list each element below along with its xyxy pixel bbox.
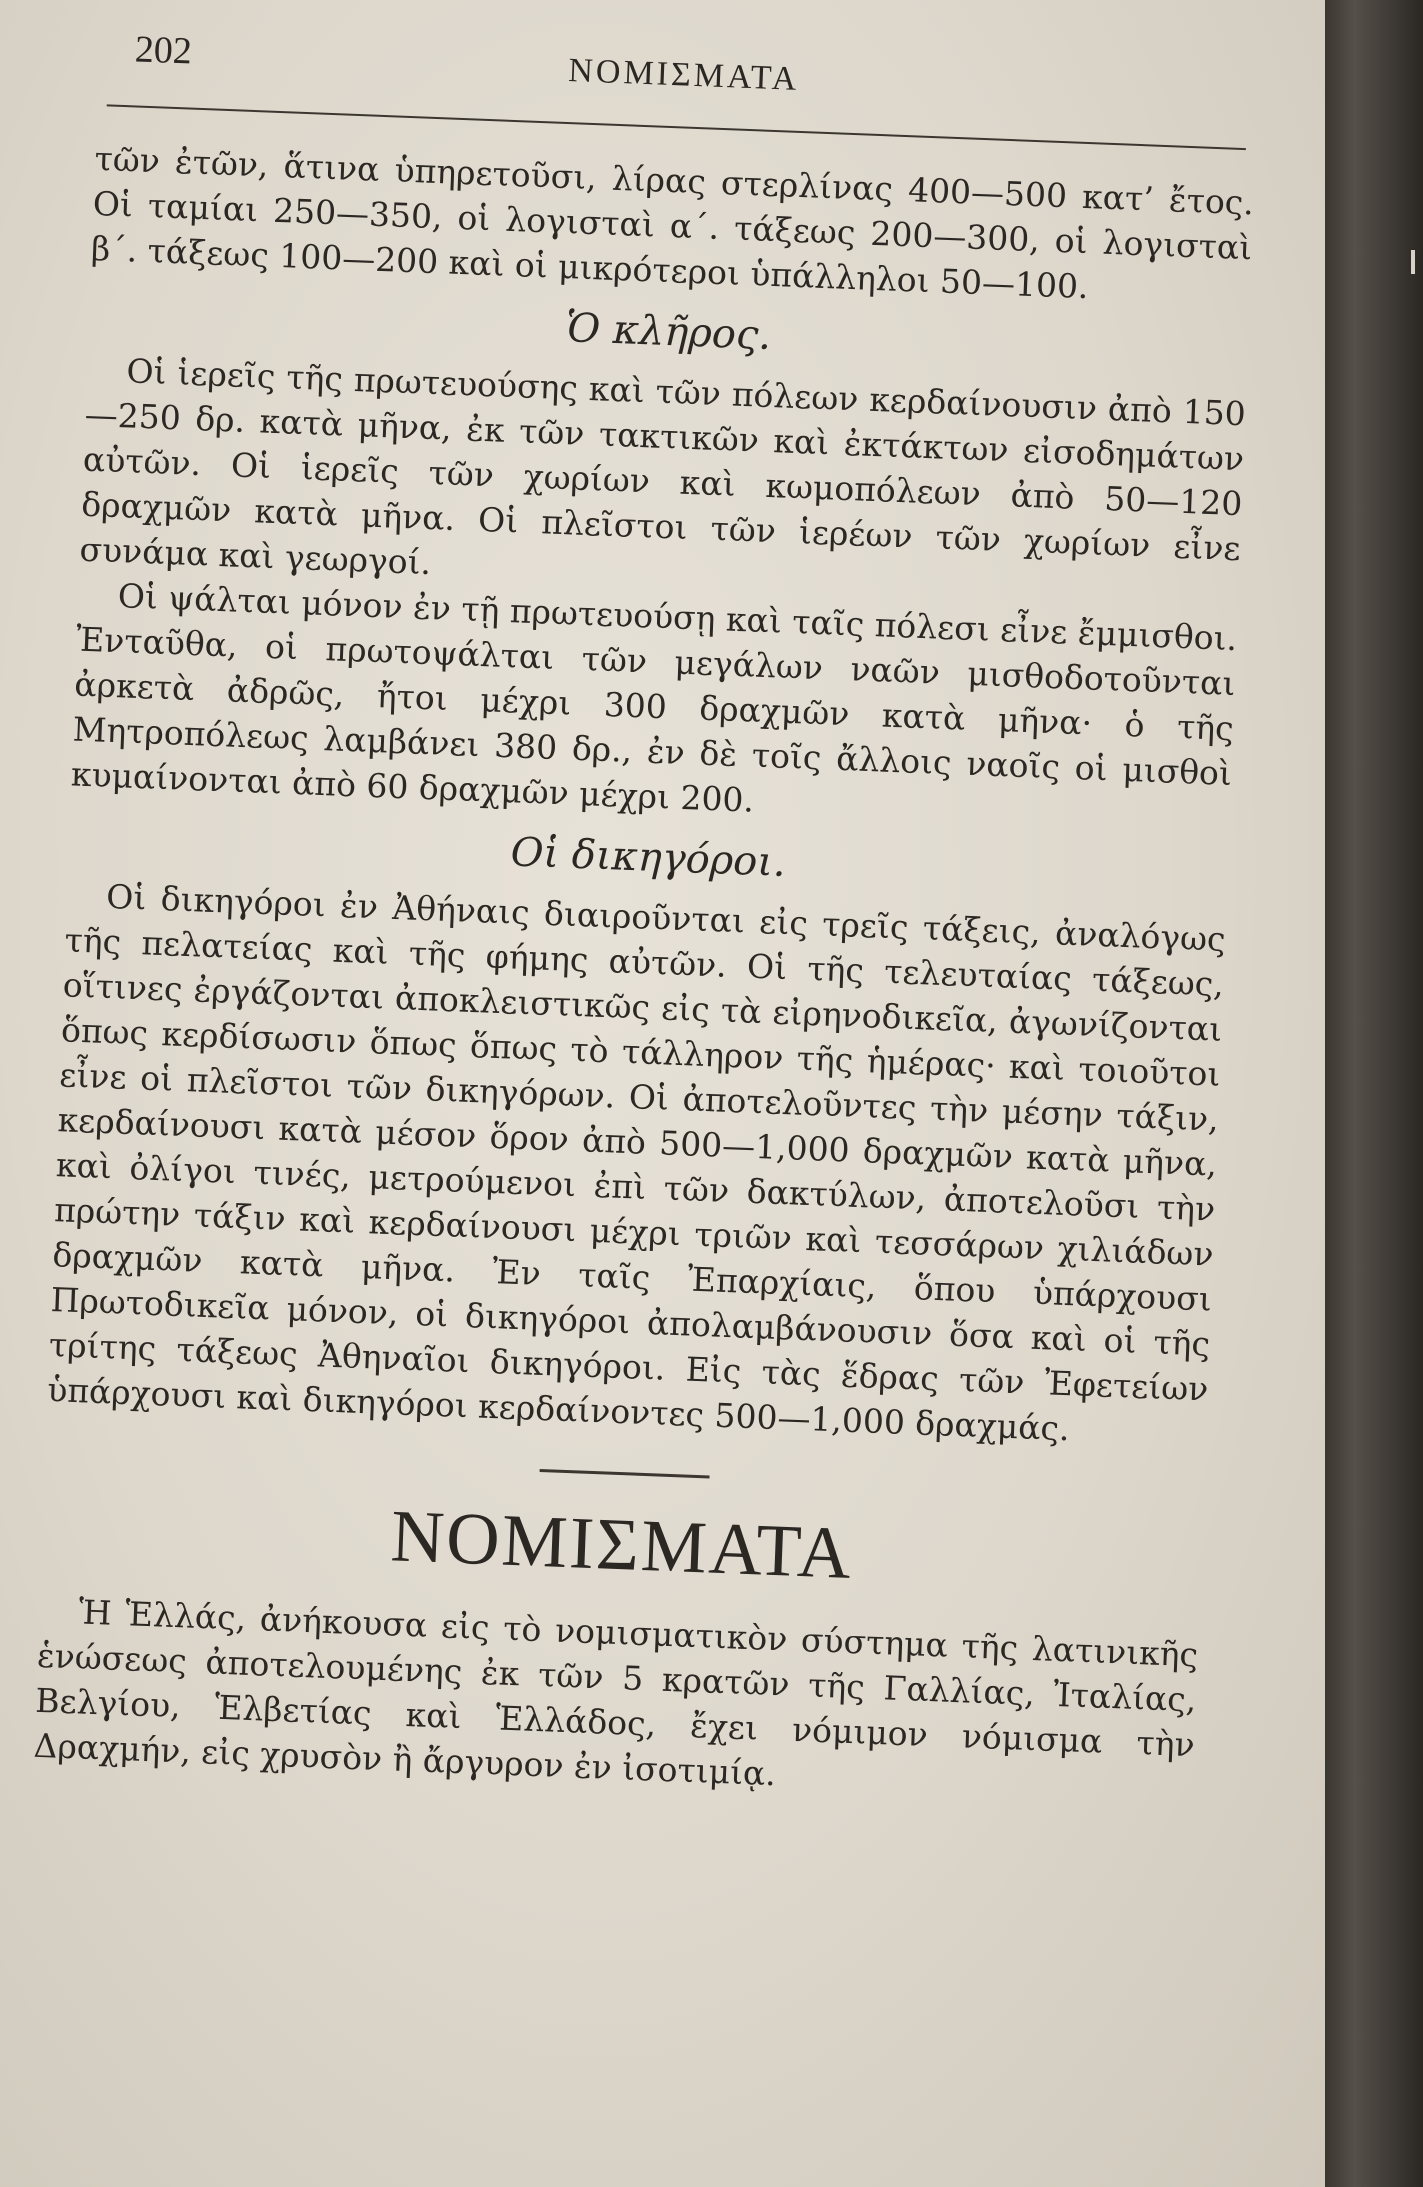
page-text-block	[32, 20, 1260, 1794]
page-header	[97, 20, 1259, 136]
page-body	[33, 136, 1255, 1812]
paragraph: Οἱ ψάλται μόνον ἐν τῇ πρωτευούσῃ καὶ ταῖς πόλεσι εἶνε ἔμμισθοι. Ἐνταῦθα, οἱ πρωτοψάλται τῶν μεγάλων ναῶν μισθοδοτοῦνται ἀρκετὰ ἀδρῶς, ἤτοι μέχρι 300 δραχμῶν κατὰ μῆνα· ὁ τῆς Μητροπόλεως λαμβάνει 380 δρ., ἐν δὲ τοῖς ἄλλοις ναοῖς οἱ μισθοὶ κυμαίνονται ἀπὸ 60 δραχμῶν μέχρι 200.	[70, 576, 1238, 820]
paragraph: Οἱ ἱερεῖς τῆς πρωτευούσης καὶ τῶν πόλεων κερδαίνουσιν ἀπὸ 150—250 δρ. κατὰ μῆνα, ἐκ τῶν τακτικῶν καὶ ἐκτάκτων εἰσοδημάτων αὐτῶν. Οἱ ἱερεῖς τῶν χωρίων καὶ κωμοπόλεων ἀπὸ 50—120 δραχμῶν κατὰ μῆνα. Οἱ πλεῖστοι τῶν ἱερέων τῶν χωρίων εἶνε συνάμα καὶ γεωργοί.	[78, 351, 1247, 583]
section-divider	[540, 1469, 710, 1479]
page-edge-shadow	[1325, 0, 1423, 2187]
page-number: 202	[134, 28, 193, 73]
chapter-heading: ΝΟΜΙΣΜΑΤΑ	[389, 1495, 855, 1595]
running-head: ΝΟΜΙΣΜΑΤΑ	[567, 52, 801, 98]
paragraph: Οἱ δικηγόροι ἐν Ἀθήναις διαιροῦνται εἰς τρεῖς τάξεις, ἀναλόγως τῆς πελατείας καὶ τῆς φήμης αὐτῶν. Οἱ τῆς τελευταίας τάξεως, οἵτινες ἐργάζονται ἀποκλειστικῶς εἰς τὰ εἰρηνοδικεῖα, ἀγωνίζονται ὅπως κερδίσωσιν ὅπως ὅπως τὸ τάλληρον τῆς ἡμέρας· καὶ τοιοῦτοι εἶνε οἱ πλεῖστοι τῶν δικηγόρων. Οἱ ἀποτελοῦντες τὴν μέσην τάξιν, κερδαίνουσι κατὰ μέσον ὅρον ἀπὸ 500—1,000 δραχμῶν κατὰ μῆνα, καὶ ὀλίγοι τινές, μετρούμενοι ἐπὶ τῶν δακτύλων, ἀποτελοῦσι τὴν πρώτην τάξιν καὶ κερδαίνουσι μέχρι τριῶν καὶ τεσσάρων χιλιάδων δραχμῶν κατὰ μῆνα. Ἐν ταῖς Ἐπαρχίαις, ὅπου ὑπάρχουσι Πρωτοδικεῖα μόνον, οἱ δικηγόροι ἀπολαμβάνουσιν ὅσα καὶ οἱ τῆς τρίτης τάξεως Ἀθηναῖοι δικηγόροι. Εἰς τὰς ἕδρας τῶν Ἐφετείων ὑπάρχουσι καὶ δικηγόροι κερδαίνοντες 500—1,000 δραχμάς.	[46, 876, 1227, 1449]
paragraph: τῶν ἐτῶν, ἅτινα ὑπηρετοῦσι, λίρας στερλίνας 400—500 κατ’ ἔτος. Οἱ ταμίαι 250—350, οἱ λογισταὶ α΄. τάξεως 200—300, οἱ λογισταὶ β΄. τάξεως 100—200 καὶ οἱ μικρότεροι ὑπάλληλοι 50—100.	[90, 138, 1255, 307]
section-heading: Οἱ δικηγόροι.	[509, 829, 787, 886]
section-heading: Ὁ κλῆρος.	[564, 305, 772, 359]
paragraph: Ἡ Ἑλλάς, ἀνήκουσα εἰς τὸ νομισματικὸν σύστημα τῆς λατινικῆς ἑνώσεως ἀποτελουμένης ἐκ τῶν 5 κρατῶν τῆς Γαλλίας, Ἰταλίας, Βελγίου, Ἑλβετίας καὶ Ἑλλάδος, ἔχει νόμιμον νόμισμα τὴν Δραχμήν, εἰς χρυσὸν ἢ ἄργυρον ἐν ἰσοτιμίᾳ.	[32, 1592, 1199, 1794]
edge-mark	[1411, 250, 1415, 274]
